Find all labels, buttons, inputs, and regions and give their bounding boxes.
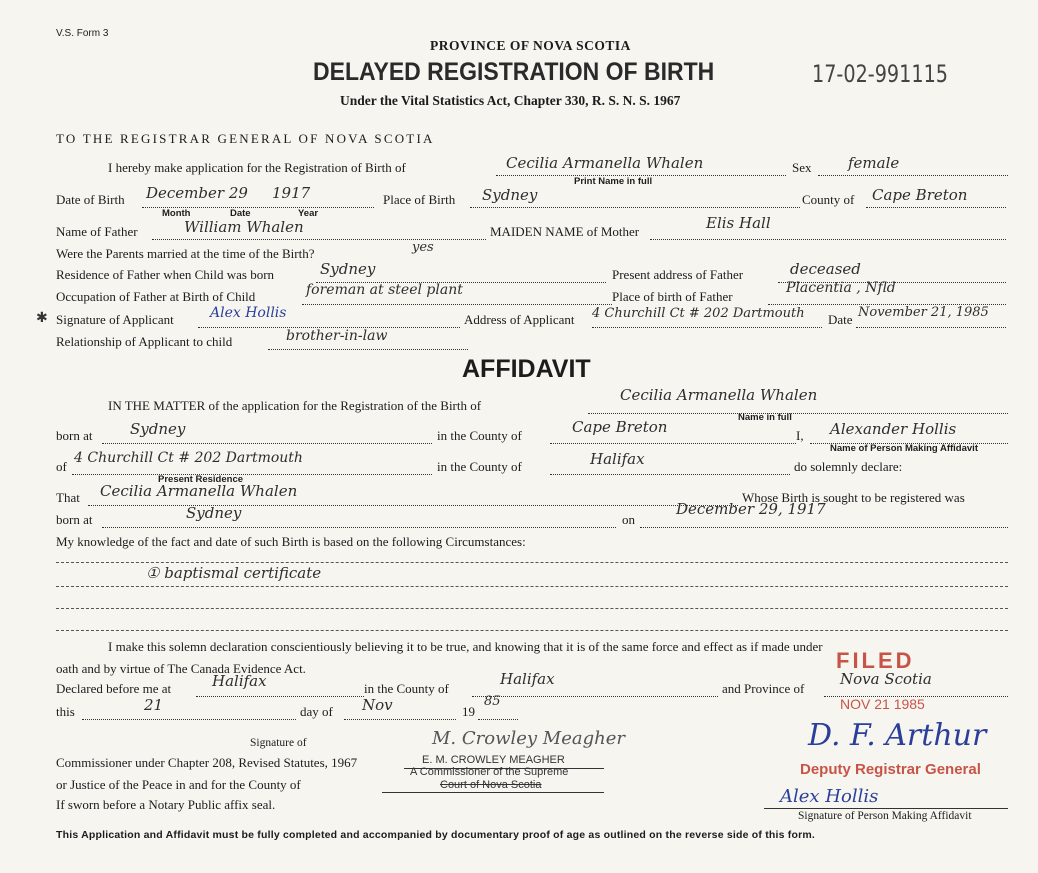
footer-note: This Application and Affidavit must be fully completed and accompanied by documentary proof of age as outlined on the reverse side of this form.: [56, 829, 816, 841]
that-name-value: Cecilia Armanella Whalen: [100, 482, 298, 500]
present-addr-value: deceased: [790, 260, 861, 278]
date-label: Date: [828, 312, 853, 327]
res-father-label: Residence of Father when Child was born: [56, 267, 275, 282]
intro-label: I hereby make application for the Registration of Birth of: [108, 160, 406, 175]
born-at-label: born at: [56, 428, 93, 443]
province-heading: PROVINCE OF NOVA SCOTIA: [430, 38, 631, 53]
name-full-caption: Name in full: [738, 412, 792, 423]
declared-at-value: Halifax: [212, 672, 267, 690]
pob-value: Sydney: [482, 186, 538, 204]
subtitle: Under the Vital Statistics Act, Chapter 330, R. S. N. S. 1967: [340, 93, 681, 108]
sex-value: female: [848, 154, 900, 172]
in-county-label-3: in the County of: [364, 681, 449, 696]
commissioner-text-1: Commissioner under Chapter 208, Revised Statutes, 1967: [56, 755, 358, 770]
on-label: on: [622, 512, 635, 527]
res-county-value: Halifax: [590, 450, 645, 468]
born-on-value: December 29, 1917: [676, 500, 826, 518]
in-county-label: in the County of: [437, 428, 522, 443]
sex-label: Sex: [792, 160, 812, 175]
star-mark: ✱: [36, 311, 48, 326]
born-at-label-2: born at: [56, 512, 93, 527]
year-caption: Year: [298, 208, 319, 219]
relationship-label: Relationship of Applicant to child: [56, 334, 233, 349]
of-label: of: [56, 459, 67, 474]
applicant-signature: Alex Hollis: [780, 786, 879, 807]
in-county-label-2: in the County of: [437, 459, 522, 474]
res-father-value: Sydney: [320, 260, 376, 278]
person-making-value: Alexander Hollis: [830, 420, 957, 438]
commissioner-text-2: or Justice of the Peace in and for the County of: [56, 777, 301, 792]
mother-label: MAIDEN NAME of Mother: [490, 224, 640, 239]
father-birthplace-label: Place of birth of Father: [612, 289, 733, 304]
date-value: November 21, 1985: [858, 305, 989, 320]
filed-date: NOV 21 1985: [840, 696, 925, 712]
occupation-value: foreman at steel plant: [306, 282, 463, 298]
father-name-value: William Whalen: [184, 218, 304, 236]
affidavit-heading: AFFIDAVIT: [462, 355, 591, 383]
knowledge-label: My knowledge of the fact and date of such Birth is based on the following Circumstances:: [56, 534, 526, 549]
present-res-caption: Present Residence: [158, 474, 244, 485]
solemn-text-1: I make this solemn declaration conscientiously believing it to be true, and knowing that it is of the same force and effect as if made under: [108, 639, 823, 654]
stamp-line-3: Court of Nova Scotia: [440, 779, 542, 791]
dob-label: Date of Birth: [56, 192, 125, 207]
born-at-value: Sydney: [130, 420, 186, 438]
declared-county-value: Halifax: [500, 670, 555, 688]
form-id: V.S. Form 3: [56, 28, 109, 39]
sig-applicant-value: Alex Hollis: [210, 305, 287, 321]
declared-label: Declared before me at: [56, 681, 172, 696]
whose-birth-label: Whose Birth is sought to be registered was: [742, 490, 965, 505]
commissioner-signature: M. Crowley Meagher: [432, 728, 625, 749]
year-prefix: 19: [462, 704, 475, 719]
month-caption: Month: [162, 208, 191, 219]
pob-label: Place of Birth: [383, 192, 456, 207]
married-label: Were the Parents married at the time of the Birth?: [56, 246, 315, 261]
present-addr-label: Present address of Father: [612, 267, 744, 282]
county-value: Cape Breton: [872, 186, 968, 204]
month-value: Nov: [362, 696, 393, 714]
born-at-2-value: Sydney: [186, 504, 242, 522]
i-label: I,: [796, 428, 804, 443]
registrar-signature: D. F. Arthur: [808, 718, 987, 753]
residence-value: 4 Churchill Ct # 202 Dartmouth: [74, 450, 303, 466]
notary-label: If sworn before a Notary Public affix seal.: [56, 797, 276, 812]
child-name-value: Cecilia Armanella Whalen: [506, 154, 704, 172]
sig-applicant-label: Signature of Applicant: [56, 312, 174, 327]
day-of-label: day of: [300, 704, 333, 719]
this-label: this: [56, 704, 75, 719]
addr-applicant-value: 4 Churchill Ct # 202 Dartmouth: [592, 306, 805, 321]
province-value: Nova Scotia: [840, 670, 932, 688]
dob-year-value: 1917: [272, 184, 311, 202]
declare-label: do solemnly declare:: [794, 459, 903, 474]
relationship-value: brother-in-law: [286, 328, 388, 344]
married-value: yes: [412, 240, 434, 255]
matter-label: IN THE MATTER of the application for the Registration of the Birth of: [108, 398, 482, 413]
print-name-caption: Print Name in full: [574, 176, 653, 187]
mother-name-value: Elis Hall: [706, 214, 771, 232]
page-title: DELAYED REGISTRATION OF BIRTH: [313, 58, 715, 86]
solemn-text-2: oath and by virtue of The Canada Evidence Act.: [56, 661, 306, 676]
registrar-title: Deputy Registrar General: [800, 761, 981, 778]
county-label: County of: [802, 192, 855, 207]
father-birthplace-value: Placentia , Nfld: [786, 280, 896, 296]
this-day-value: 21: [144, 696, 164, 714]
person-caption: Name of Person Making Affidavit: [830, 443, 978, 454]
occupation-label: Occupation of Father at Birth of Child: [56, 289, 256, 304]
father-label: Name of Father: [56, 224, 138, 239]
matter-name-value: Cecilia Armanella Whalen: [620, 386, 818, 404]
that-label: That: [56, 490, 80, 505]
stamp-line-2: A Commissioner of the Supreme: [410, 766, 569, 778]
province-label: and Province of: [722, 681, 805, 696]
addressee: TO THE REGISTRAR GENERAL OF NOVA SCOTIA: [56, 131, 435, 146]
date-caption: Date: [230, 208, 251, 219]
sig-of-label: Signature of: [250, 737, 307, 749]
addr-applicant-label: Address of Applicant: [464, 312, 575, 327]
circumstance-value: ① baptismal certificate: [146, 564, 322, 582]
sig-person-caption: Signature of Person Making Affidavit: [798, 810, 972, 822]
filed-stamp: FILED: [836, 648, 915, 673]
stamp-line-1: E. M. CROWLEY MEAGHER: [422, 754, 565, 766]
dob-month-day-value: December 29: [146, 184, 248, 202]
year-suffix-value: 85: [484, 694, 501, 709]
registration-number: 17-02-991115: [812, 60, 949, 88]
born-county-value: Cape Breton: [572, 418, 668, 436]
